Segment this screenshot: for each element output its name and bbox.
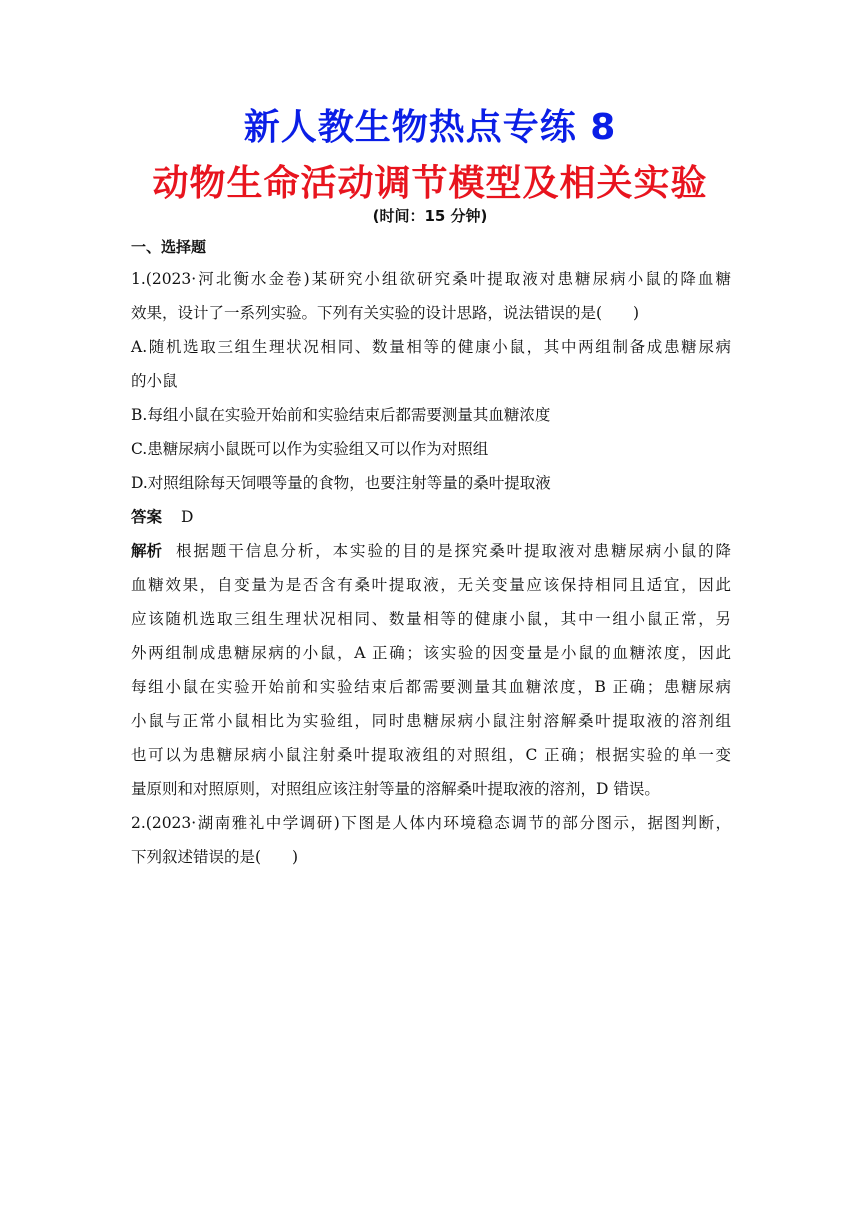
answer-value: D [180, 508, 194, 526]
analysis-text-line-1: 根据题干信息分析，本实验的目的是探究桑叶提取液对患糖尿病小鼠的降 [176, 542, 731, 560]
analysis-label: 解析 [131, 542, 163, 560]
document-title: 新人教生物热点专练 8 [243, 107, 617, 148]
question-1-stem-line-2: 效果，设计了一系列实验。下列有关实验的设计思路，说法错误的是( ) [131, 304, 640, 322]
answer-line [131, 500, 731, 534]
question-2-stem-line-2: 下列叙述错误的是( ) [131, 848, 299, 866]
analysis-text-line-3: 应该随机选取三组生理状况相同、数量相等的健康小鼠，其中一组小鼠正常，另 [131, 610, 731, 628]
question-1 [131, 262, 731, 874]
analysis-line-1 [131, 534, 731, 568]
option-d: D.对照组除每天饲喂等量的食物，也要注射等量的桑叶提取液 [131, 474, 551, 492]
option-a-line-1: A.随机选取三组生理状况相同、数量相等的健康小鼠，其中两组制备成患糖尿病 [131, 338, 731, 356]
option-c: C.患糖尿病小鼠既可以作为实验组又可以作为对照组 [131, 440, 489, 458]
analysis-text-line-6: 小鼠与正常小鼠相比为实验组，同时患糖尿病小鼠注射溶解桑叶提取液的溶剂组 [131, 712, 731, 730]
section-heading: 一、选择题 [131, 238, 207, 256]
time-limit-note: (时间：15 分钟) [372, 207, 488, 225]
answer-label: 答案 [131, 508, 163, 526]
analysis-text-line-7: 也可以为患糖尿病小鼠注射桑叶提取液组的对照组，C 正确；根据实验的单一变 [131, 746, 731, 764]
analysis-text-line-4: 外两组制成患糖尿病的小鼠，A 正确；该实验的因变量是小鼠的血糖浓度，因此 [131, 644, 731, 662]
question-2-stem-line-1: 2.(2023·湖南雅礼中学调研)下图是人体内环境稳态调节的部分图示，据图判断， [131, 814, 731, 832]
option-b: B.每组小鼠在实验开始前和实验结束后都需要测量其血糖浓度 [131, 406, 551, 424]
question-1-stem-line-1: 1.(2023·河北衡水金卷)某研究小组欲研究桑叶提取液对患糖尿病小鼠的降血糖 [131, 270, 731, 288]
document-subtitle: 动物生命活动调节模型及相关实验 [152, 163, 708, 204]
option-a-line-2: 的小鼠 [131, 372, 178, 390]
analysis-text-line-2: 血糖效果，自变量为是否含有桑叶提取液，无关变量应该保持相同且适宜，因此 [131, 576, 731, 594]
analysis-text-line-5: 每组小鼠在实验开始前和实验结束后都需要测量其血糖浓度，B 正确；患糖尿病 [131, 678, 731, 696]
analysis-text-line-8: 量原则和对照原则，对照组应该注射等量的溶解桑叶提取液的溶剂，D 错误。 [131, 780, 660, 798]
